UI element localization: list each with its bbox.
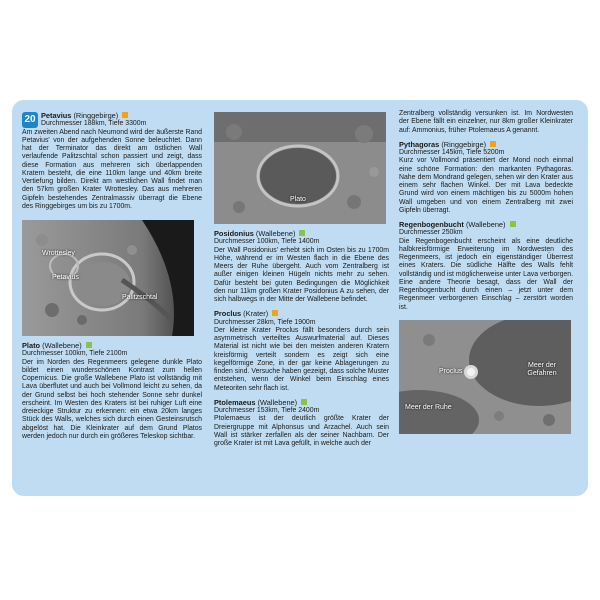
photo-plato xyxy=(214,112,386,224)
label-wrottesley: Wrottesley xyxy=(42,250,75,257)
proclus-dims: Durchmesser 28km, Tiefe 1900m xyxy=(214,318,316,326)
section-pythagoras xyxy=(399,141,573,215)
regenbogenbucht-heading: Regenbogenbucht (Wallebene) xyxy=(399,221,573,229)
section-petavius xyxy=(22,112,202,211)
ringgebirge-square-icon xyxy=(122,112,128,118)
plato-heading: Plato (Wallebene) xyxy=(22,342,202,350)
column-left xyxy=(22,112,202,441)
wallebene-square-icon xyxy=(301,399,307,405)
regenbogenbucht-text: Die Regenbogenbucht erscheint als eine deutliche halbkreisförmige Erweiterung im Nordwesten des Regenmeers, ist jedoch ein eigenständiger Überrest eines Kraters. Die südliche Hälfte des Walls fehlt vollständig und ist möglicherweise unter Lava verborgen. Eine andere Theorie besagt, dass der Wall der Regenbogenbucht durch einen – jetzt unter dem Regenmeer verborgenen Einschlag – zerstört worden ist. xyxy=(399,237,573,311)
ptolemaeus-heading: Ptolemaeus (Wallebene) xyxy=(214,399,389,407)
section-proclus xyxy=(214,310,389,393)
section-posidonius xyxy=(214,230,389,304)
photo-petavius xyxy=(22,220,194,336)
posidonius-dims: Durchmesser 100km, Tiefe 1400m xyxy=(214,238,320,246)
petavius-dims: Durchmesser 188km, Tiefe 3300m xyxy=(41,120,147,128)
plato-dims: Durchmesser 100km, Tiefe 2100m xyxy=(22,350,128,358)
pythagoras-heading: Pythagoras (Ringgebirge) xyxy=(399,141,573,149)
krater-square-icon xyxy=(272,310,278,316)
posidonius-text: Der Wall Posidonius' erhebt sich im Osten bis zu 1700m Höhe, während er im Westen flach in die Ebene des Meers der Ruhe übergeht. Auch vom Zentralberg ist außer einigen kleinen Hügeln nichts mehr zu sehen. Dafür besteht bei guten Bedingungen die Möglichkeit den nur 11km großen Krater Posidonius A zu sehen, der sich halbwegs in der Mitte der Wallebene befindet. xyxy=(214,246,389,303)
petavius-text: Am zweiten Abend nach Neumond wird der äußerste Rand Petavius' von der aufgehenden Sonne beleuchtet. Dann hat der Terminator das direkt am östlichen Wall verlaufende Palitzschtal schon passiert und zeigt, dass diese Formation aus mehreren sich überlappenden Kratern besteht, die eine 110km lange und 40km breite Vertiefung bilden. Direkt am westlichen Wall findet man den 57km großen Krater Wrottesley. Das aus mehreren Gipfeln bestehendes Zentralmassiv überragt die Ebene des Ringgebirges um bis zu 1700m. xyxy=(22,128,202,210)
ptolemaeus-continued-text: Zentralberg vollständig versunken ist. Im Nordwesten der Ebene fällt ein einzelner, nur 8km großer Kleinkrater auf: Ammonius, früher Ptolemaeus A genannt. xyxy=(399,110,573,134)
regenbogenbucht-dims: Durchmesser 250km xyxy=(399,229,463,237)
plato-text: Der im Norden des Regenmeers gelegene dunkle Plato bildet einen wunderschönen Kontrast zum hellen Copernicus. Die große Wallebene Plato ist vollständig mit Lava überflutet und auch bei Vollmond leicht zu sehen, da der Grund selbst bei hoch stehender Sonne sehr dunkel erscheint. Im Westen des Kraters ist bei ruhiger Luft eine dreieckige Struktur zu erkennen: ein etwa 20km langes Stück des Walls, welches sich durch einen Gesteinsrutsch abgelöst hat. Die Kleinkrater auf dem Grund Platos werden jedoch nur durch ein größeres Teleskop sichtbar. xyxy=(22,358,202,440)
proclus-heading: Proclus (Krater) xyxy=(214,310,389,318)
label-palitzschtal: Palitzschtal xyxy=(122,294,158,301)
pythagoras-dims: Durchmesser 145km, Tiefe 5200m xyxy=(399,149,505,156)
ptolemaeus-text: Ptolemaeus ist der deutlich größte Krater der Dreiergruppe mit Alphonsus und Arzachel. Auch sein Wall ist stärker zerfallen als der seiner Nachbarn. Der große Krater ist mit Lava gefüllt, in welche auch der xyxy=(214,415,389,447)
wallebene-square-icon xyxy=(510,221,516,227)
pythagoras-text: Kurz vor Vollmond präsentiert der Mond noch einmal eine schöne Formation: den markanten Pythagoras. Nahe dem Mondrand gelegen, sehen wir den Krater aus einem sehr flachen Winkel. Der mit Lava bedeckte Grund wird von einem mächtigen bis zu 5000m hohen Wall umgeben und von einem Zentralberg mit zwei Gipfeln überragt. xyxy=(399,157,573,214)
column-right xyxy=(399,110,573,434)
ptolemaeus-dims: Durchmesser 153km, Tiefe 2400m xyxy=(214,407,320,414)
label-proclus: Proclus xyxy=(439,367,463,375)
section-ptolemaeus xyxy=(214,399,389,449)
section-regenbogenbucht xyxy=(399,221,573,312)
section-plato xyxy=(22,342,202,441)
column-middle xyxy=(214,112,389,448)
page-number-badge: 20 xyxy=(22,112,38,128)
label-petavius: Petavius xyxy=(52,274,79,281)
posidonius-heading: Posidonius (Wallebene) xyxy=(214,230,389,238)
proclus-text: Der kleine Krater Proclus fällt besonders durch sein asymmetrisch verteiltes Auswurfmaterial auf. Dieses Material ist nicht wie bei den meisten anderen Kratern kreisförmig verteilt sondern es zeigt sich eine kegelförmige Zone, in der gar keine Ablagerungen zu finden sind. Versuche haben gezeigt, dass solche Muster entstehen, wenn der Winkel beim Einschlag eines Meteoriten sehr flach ist. xyxy=(214,326,389,392)
photo-proclus xyxy=(399,320,571,434)
label-meer-der-ruhe: Meer der Ruhe xyxy=(405,403,452,411)
label-plato: Plato xyxy=(290,196,306,203)
ringgebirge-square-icon xyxy=(490,141,496,147)
petavius-heading: Petavius (Ringgebirge) xyxy=(22,112,202,120)
label-meer-der-gefahren: Meer der Gefahren xyxy=(527,361,557,377)
wallebene-square-icon xyxy=(299,230,305,236)
wallebene-square-icon xyxy=(86,342,92,348)
